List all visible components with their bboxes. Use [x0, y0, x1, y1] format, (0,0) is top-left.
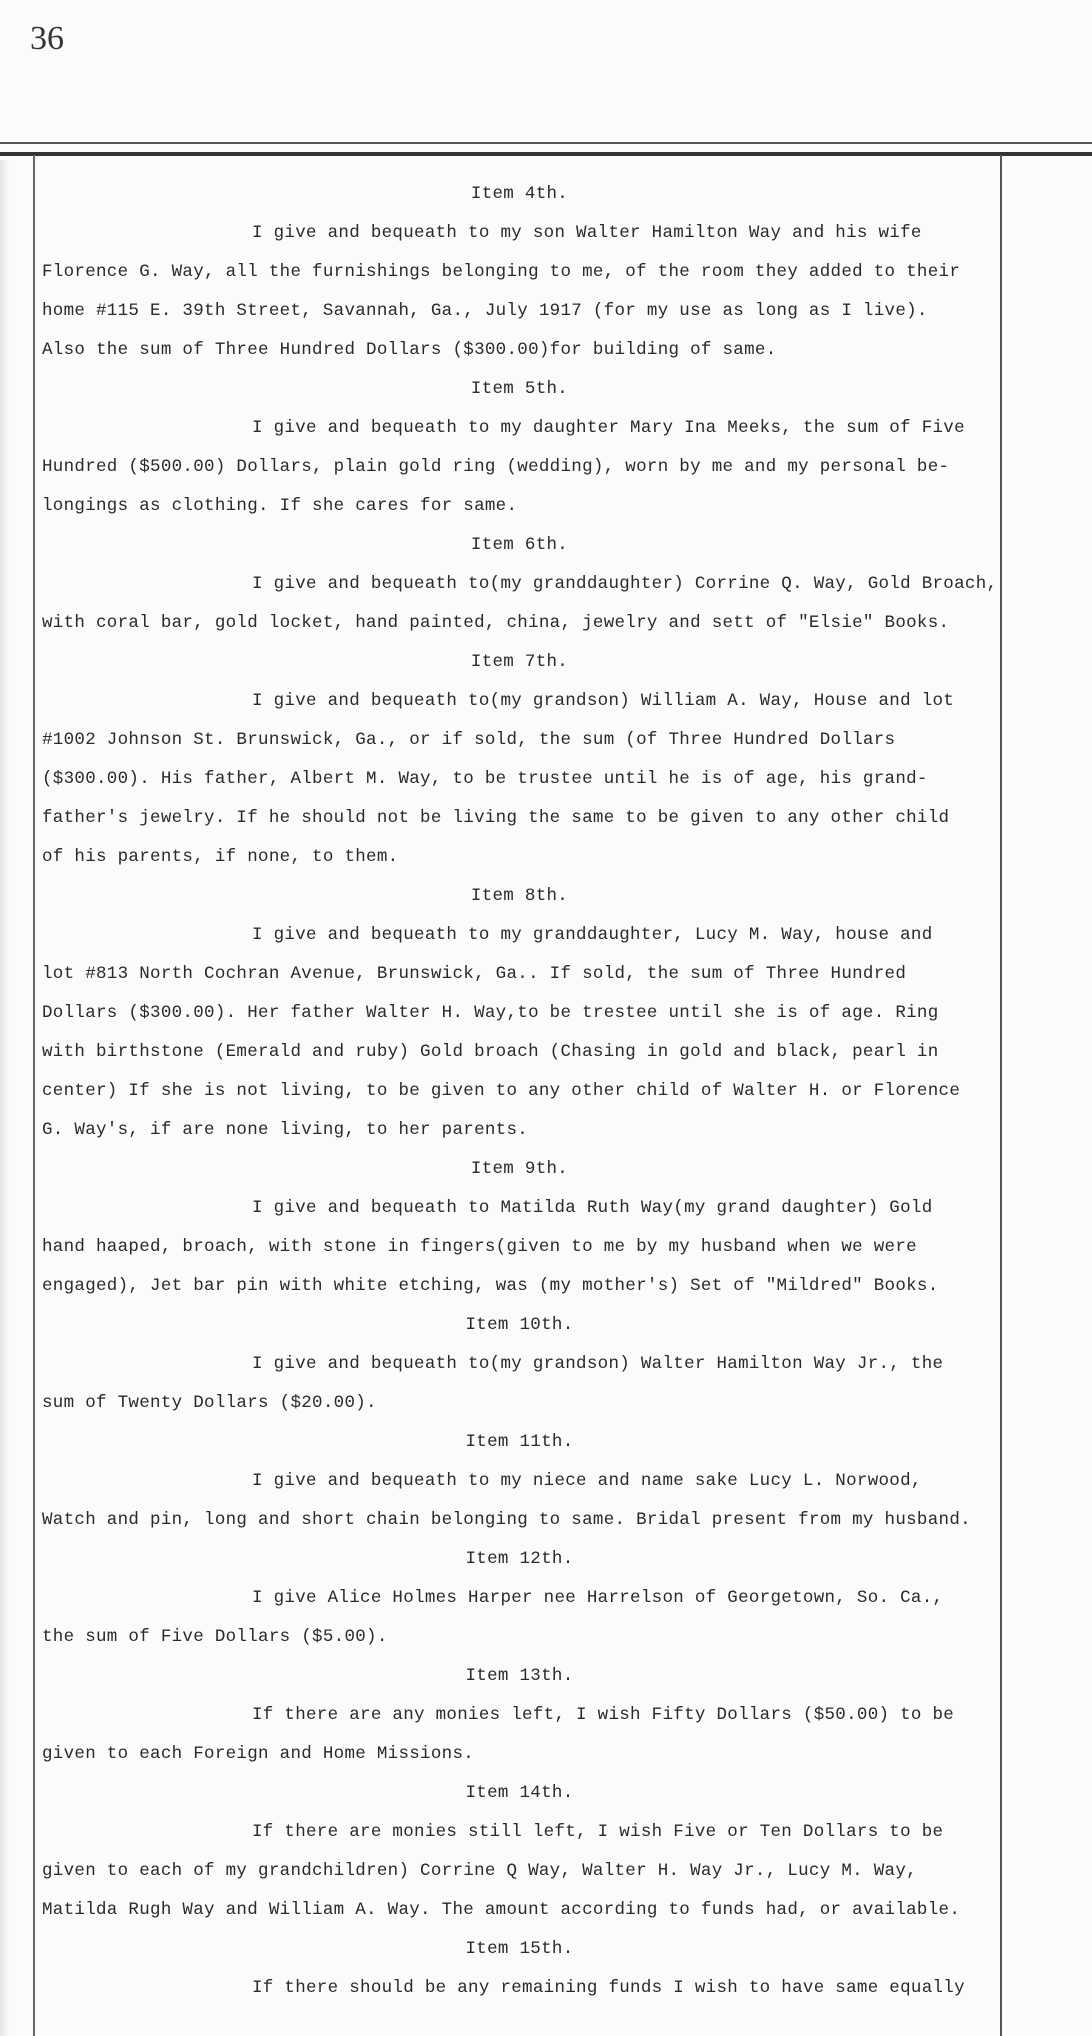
text-line: with birthstone (Emerald and ruby) Gold broach (Chasing in gold and black, pearl in [42, 1042, 939, 1062]
text-line: father's jewelry. If he should not be living the same to be given to any other child [42, 808, 950, 828]
text-line: with coral bar, gold locket, hand painted, china, jewelry and sett of "Elsie" Books. [42, 613, 950, 633]
text-line: I give and bequeath to(my granddaughter) Corrine Q. Way, Gold Broach, [252, 574, 998, 594]
item-heading: Item 4th. [470, 184, 569, 204]
item-heading: Item 15th. [465, 1939, 574, 1959]
text-line: Dollars ($300.00). Her father Walter H. Way,to be trestee until she is of age. Ring [42, 1003, 939, 1023]
text-line: of his parents, if none, to them. [42, 847, 399, 867]
text-line: center) If she is not living, to be given to any other child of Walter H. or Florence [42, 1081, 961, 1101]
will-body-text [42, 175, 1037, 2008]
text-line: If there are any monies left, I wish Fifty Dollars ($50.00) to be [252, 1705, 955, 1725]
item-heading: Item 5th. [470, 379, 569, 399]
text-line: hand haaped, broach, with stone in fingers(given to me by my husband when we were [42, 1237, 917, 1257]
item-heading: Item 12th. [465, 1549, 574, 1569]
text-line: home #115 E. 39th Street, Savannah, Ga., July 1917 (for my use as long as I live). [42, 301, 928, 321]
text-line: I give and bequeath to my niece and name sake Lucy L. Norwood, [252, 1471, 922, 1491]
text-line: ($300.00). His father, Albert M. Way, to be trustee until he is of age, his grand- [42, 769, 928, 789]
top-rule-heavy [0, 152, 1092, 156]
page-number: 36 [30, 20, 64, 57]
text-line: sum of Twenty Dollars ($20.00). [42, 1393, 377, 1413]
item-heading: Item 8th. [470, 886, 569, 906]
text-line: If there are monies still left, I wish Five or Ten Dollars to be [252, 1822, 944, 1842]
scan-edge-shadow [0, 160, 10, 2036]
text-line: G. Way's, if are none living, to her parents. [42, 1120, 529, 1140]
text-line: #1002 Johnson St. Brunswick, Ga., or if sold, the sum (of Three Hundred Dollars [42, 730, 896, 750]
text-line: lot #813 North Cochran Avenue, Brunswick, Ga.. If sold, the sum of Three Hundred [42, 964, 907, 984]
text-line: given to each of my grandchildren) Corrine Q Way, Walter H. Way Jr., Lucy M. Way, [42, 1861, 917, 1881]
text-line: engaged), Jet bar pin with white etching, was (my mother's) Set of "Mildred" Books. [42, 1276, 939, 1296]
text-line: I give and bequeath to Matilda Ruth Way(my grand daughter) Gold [252, 1198, 933, 1218]
text-line: longings as clothing. If she cares for same. [42, 496, 518, 516]
text-line: I give and bequeath to(my grandson) Walter Hamilton Way Jr., the [252, 1354, 944, 1374]
item-heading: Item 7th. [470, 652, 569, 672]
text-line: I give and bequeath to(my grandson) William A. Way, House and lot [252, 691, 955, 711]
text-line: Watch and pin, long and short chain belonging to same. Bridal present from my husband. [42, 1510, 971, 1530]
item-heading: Item 9th. [470, 1159, 569, 1179]
text-line: Florence G. Way, all the furnishings belonging to me, of the room they added to their [42, 262, 961, 282]
item-heading: Item 10th. [465, 1315, 574, 1335]
text-line: If there should be any remaining funds I wish to have same equally [252, 1978, 965, 1998]
text-line: Hundred ($500.00) Dollars, plain gold ring (wedding), worn by me and my personal be- [42, 457, 950, 477]
text-line: I give and bequeath to my granddaughter, Lucy M. Way, house and [252, 925, 933, 945]
text-line: I give and bequeath to my son Walter Hamilton Way and his wife [252, 223, 922, 243]
text-line: I give and bequeath to my daughter Mary Ina Meeks, the sum of Five [252, 418, 965, 438]
left-margin-line [33, 155, 35, 2036]
text-line: Matilda Rugh Way and William A. Way. The amount according to funds had, or available. [42, 1900, 961, 1920]
item-heading: Item 13th. [465, 1666, 574, 1686]
text-line: the sum of Five Dollars ($5.00). [42, 1627, 388, 1647]
text-line: Also the sum of Three Hundred Dollars ($300.00)for building of same. [42, 340, 777, 360]
top-rule [0, 142, 1092, 144]
item-heading: Item 14th. [465, 1783, 574, 1803]
item-heading: Item 11th. [465, 1432, 574, 1452]
item-heading: Item 6th. [470, 535, 569, 555]
text-line: I give Alice Holmes Harper nee Harrelson of Georgetown, So. Ca., [252, 1588, 944, 1608]
text-line: given to each Foreign and Home Missions. [42, 1744, 475, 1764]
